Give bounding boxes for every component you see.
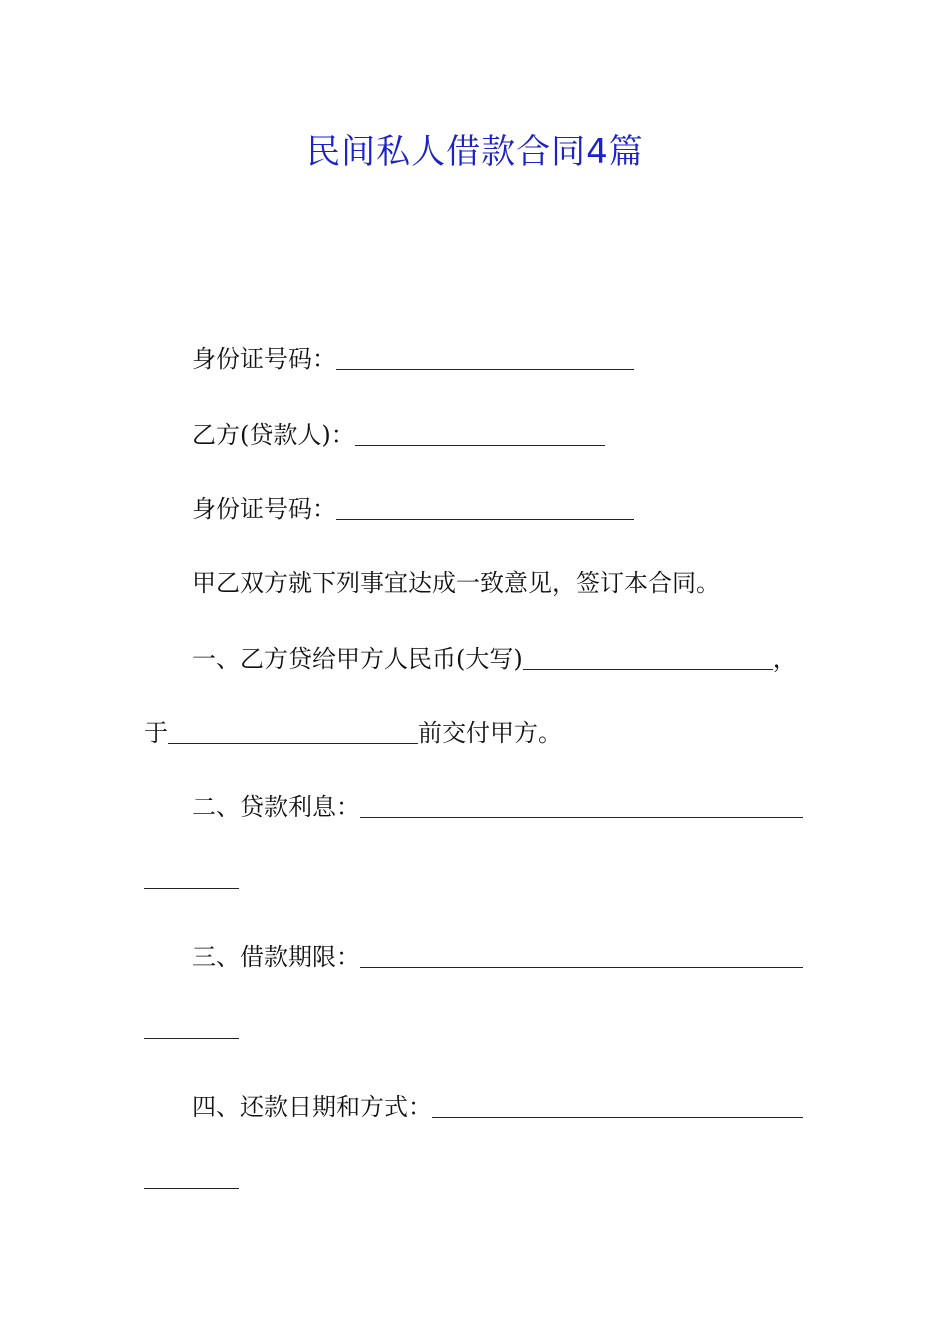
interest-blank-cont: [144, 864, 239, 889]
id-number-line-1: [192, 342, 634, 376]
agreement-statement: [192, 566, 720, 600]
party-b-line: [192, 418, 605, 452]
document-title: 民间私人借款合同4篇: [306, 132, 644, 172]
party-b-blank: [355, 421, 605, 446]
id-number-label: 身份证号码：: [192, 495, 336, 523]
clause-2-label: 二、贷款利息：: [192, 793, 360, 821]
interest-blank: [360, 793, 803, 818]
clause-4-blank-continuation: [144, 1164, 239, 1195]
clause-3-blank-continuation: [144, 1014, 239, 1045]
clause-1-suffix: ，: [772, 645, 797, 673]
clause-3-label: 三、借款期限：: [192, 943, 360, 971]
repayment-blank-cont: [144, 1164, 239, 1189]
amount-blank: [523, 645, 773, 670]
clause-1-continuation: [144, 716, 562, 750]
clause-1-prefix: 于: [144, 719, 168, 747]
clause-2-blank-continuation: [144, 864, 239, 895]
term-blank-cont: [144, 1014, 239, 1039]
clause-3-line: [192, 940, 803, 974]
clause-4-line: [192, 1090, 803, 1124]
clause-1-cont-suffix: 前交付甲方。: [418, 719, 562, 747]
id-number-blank: [336, 345, 634, 370]
id-number-line-2: [192, 492, 634, 526]
agreement-text: 甲乙双方就下列事宜达成一致意见，签订本合同。: [192, 569, 720, 597]
clause-1-line: [192, 642, 797, 676]
clause-1-label: 一、乙方贷给甲方人民币(大写): [192, 645, 523, 673]
id-number-label: 身份证号码：: [192, 345, 336, 373]
clause-4-label: 四、还款日期和方式：: [192, 1093, 432, 1121]
id-number-blank: [336, 495, 634, 520]
repayment-blank: [432, 1093, 803, 1118]
delivery-date-blank: [168, 719, 418, 744]
party-b-label: 乙方(贷款人)：: [192, 421, 355, 449]
term-blank: [360, 943, 803, 968]
clause-2-line: [192, 790, 803, 824]
